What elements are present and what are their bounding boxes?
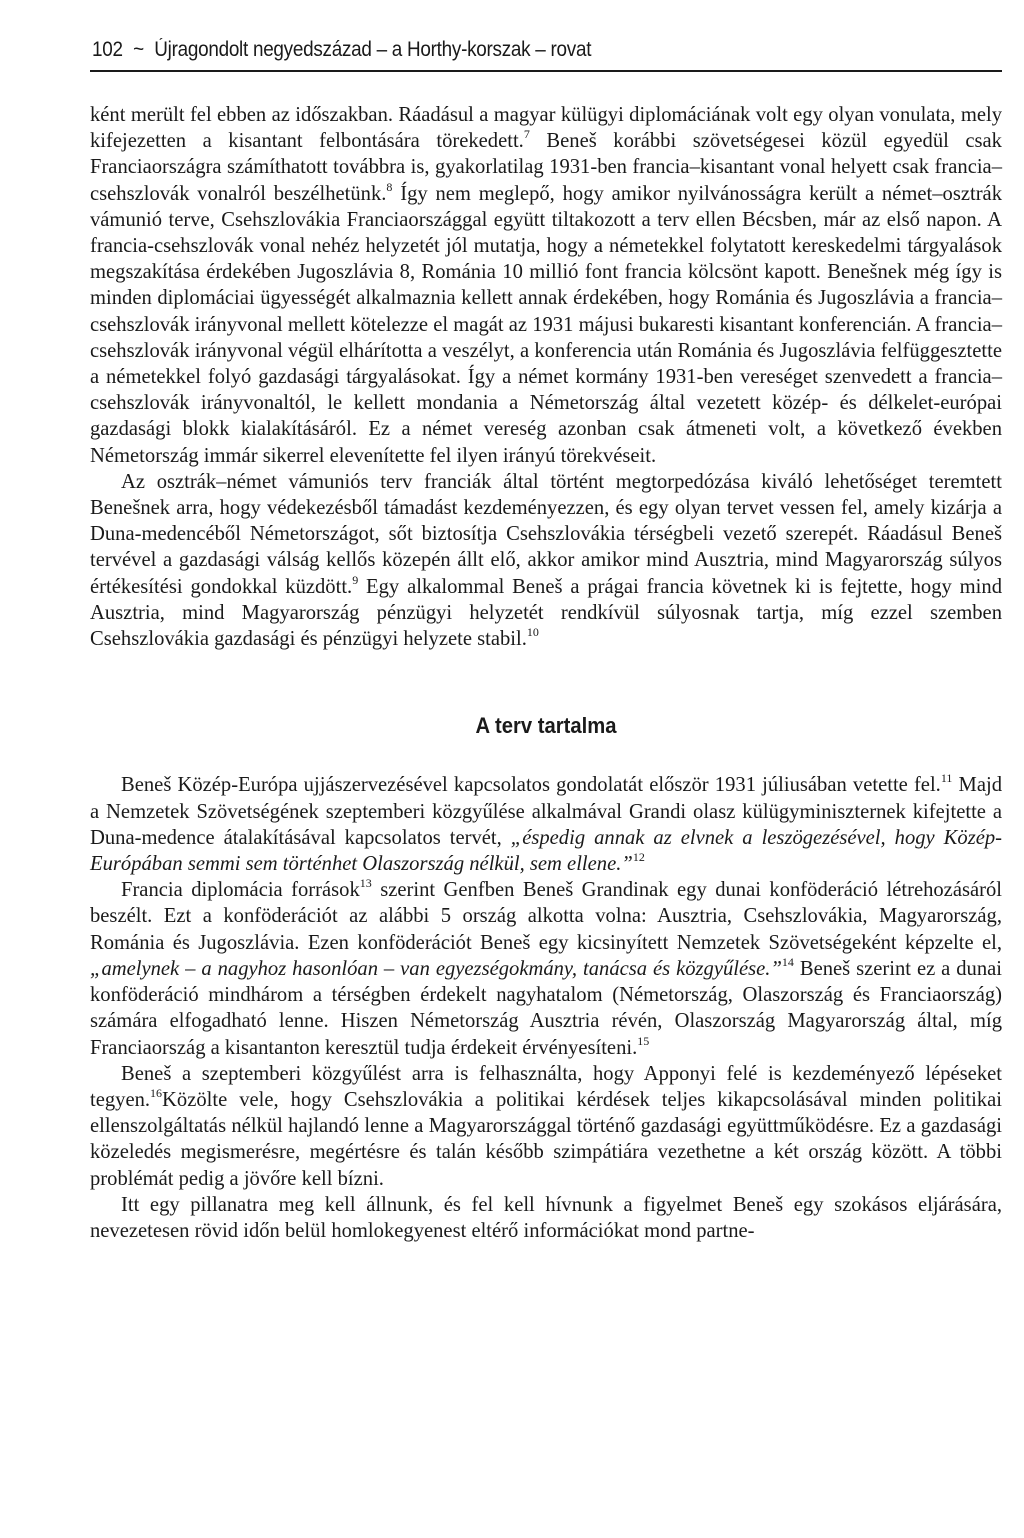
text-run: Az osztrák–német vámuniós terv franciák által történt megtorpedózása kiváló lehetőséget teremtett Benešnek arra, hogy védekezésből támadást kezdeményezzen, és egy olyan tervet vessen fel, amely kizárja a Duna-medencéből Németországot, sőt biztosítja Csehszlovákia térségbeli vezető szerepét. Ráadásul Beneš tervével a gazdasági válság kellős közepén állt elő, akkor amikor mind Ausztria, mind Magyarország súlyos értékesítési gondokkal küzdött. (90, 470, 1002, 598)
footnote-ref: 16 (150, 1085, 163, 1100)
text-run: ként merült fel ebben az időszakban. Ráadásul a magyar külügyi diplomáciának volt egy olyan vonulata, mely kifejezetten a kisantant felbontására törekedett. (90, 104, 1002, 153)
text-run: Majd a Nemzetek Szövetségének szeptemberi közgyűlése alkalmával Grandi olasz külügyminiszternek kifejtette a Duna-medence átalakításával kapcsolatos tervét, (90, 774, 1003, 849)
text-run: Közölte vele, hogy Csehszlovákia a politikai kérdések teljes kikapcsolásával minden politikai ellenszolgáltatás nélkül hajlandó lenne a Magyarországgal történő gazdasági együttműködésre. Ez a gazdasági közeledés megismerésre, megértésre és talán később szimpátiára vezethetne a két ország között. A többi problémát pedig a jövőre kell bízni. (90, 1088, 1002, 1190)
page-number: 102 (92, 38, 123, 61)
paragraph (90, 877, 1002, 1060)
body-text (90, 102, 1002, 1244)
footnote-ref: 10 (526, 625, 539, 640)
paragraph (90, 102, 1002, 469)
footnote-ref: 13 (359, 876, 372, 891)
text-run: Itt egy pillanatra meg kell állnunk, és fel kell hívnunk a figyelmet Beneš egy szokásos eljárására, nevezetesen rövid időn belül homlokegyenest eltérő információkat mond partne- (90, 1193, 1002, 1242)
quoted-text: „éspedig annak az elvnek a leszögezésével, hogy Közép-Európában semmi sem történhet Olaszország nélkül, sem ellene.” (90, 826, 1003, 876)
text-run: Beneš korábbi szövetségesei közül egyedül csak Franciaországra számíthatott továbbra is, gyakorlatilag 1931-ben francia–kisantant vonal helyett csak francia–csehszlovák vonalról beszélhetünk. (90, 130, 1002, 205)
paragraph (90, 772, 1002, 877)
footnote-ref: 9 (352, 572, 359, 587)
footnote-ref: 14 (781, 954, 794, 969)
paragraph (90, 469, 1002, 652)
footnote-ref: 15 (637, 1033, 650, 1048)
paragraphs-before (90, 102, 1002, 652)
section-heading: A terv tartalma (475, 713, 617, 739)
paragraph (90, 1061, 1002, 1192)
running-header (92, 38, 909, 62)
footnote-ref: 8 (386, 179, 393, 194)
text-run: szerint Genfben Beneš Grandinak egy dunai konföderáció létrehozásáról beszélt. Ezt a konföderációt az alábbi 5 ország alkotta volna: Ausztria, Csehszlovákia, Magyarország, Románia és Jugoszlávia. Ezen konföderációt Beneš egy kicsinyített Nemzetek Szövetségeként képzelte el, (90, 879, 1002, 954)
header-separator: ~ (133, 38, 144, 61)
paragraphs-after (90, 772, 1002, 1244)
running-title: Újragondolt negyedszázad – a Horthy-korszak – rovat (154, 38, 592, 61)
footnote-ref: 12 (632, 850, 645, 865)
text-run: Beneš szerint ez a dunai konföderáció mindhárom a térségben érdekelt nagyhatalom (Németország, Olaszország és Franciaország) számára elfogadható lenne. Hiszen Németország Ausztria révén, Olaszország Magyarország által, míg Franciaország a kisantanton keresztül tudja érdekeit érvényesíteni. (90, 957, 1003, 1059)
text-run: Beneš a szeptemberi közgyűlést arra is felhasználta, hogy Apponyi felé is kezdeményező lépéseket tegyen. (90, 1062, 1002, 1111)
footnote-ref: 7 (523, 127, 530, 142)
quoted-text: „amelynek – a nagyhoz hasonlóan – van egyezségokmány, tanácsa és közgyűlése.” (90, 957, 782, 980)
text-run: Beneš Közép-Európa ujjászervezésével kapcsolatos gondolatát először 1931 júliusában vetette fel. (121, 774, 941, 797)
header-rule (90, 70, 1002, 72)
text-run: Egy alkalommal Beneš a prágai francia követnek ki is fejtette, hogy mind Ausztria, mind Magyarország pénzügyi helyzetét rendkívül súlyosnak tartja, míg ezzel szemben Csehszlovákia gazdasági és pénzügyi helyzete stabil. (90, 575, 1002, 651)
text-run: Így nem meglepő, hogy amikor nyilvánosságra került a német–osztrák vámunió terve, Csehszlovákia Franciaországgal együtt tiltakozott a terv ellen Bécsben, már az első napon. A francia-csehszlovák vonal nehéz helyzetét jól mutatja, hogy a németekkel folytatott kereskedelmi tárgyalások megszakítása érdekében Jugoszlávia 8, Románia 10 millió font francia kölcsönt kapott. Benešnek még így is minden diplomáciai ügyességét alkalmaznia kellett annak érdekében, hogy Románia és Jugoszlávia a francia–csehszlovák irányvonal mellett kötelezze el magát az 1931 májusi bukaresti kisantant konferencián. A francia–csehszlovák irányvonal végül elhárította a veszélyt, a konferencia után Románia és Jugoszlávia felfüggesztette a németekkel folyó gazdasági tárgyalásokat. Így a német kormány 1931-ben vereséget szenvedett a francia–csehszlovák irányvonaltól, le kellett mondania a Németország által vezetett közép- és délkelet-európai gazdasági blokk kialakításáról. Ez a német vereség azonban csak átmeneti volt, a következő években Németország immár sikerrel elevenítette fel ilyen irányú törekvéseit. (90, 182, 1002, 467)
footnote-ref: 11 (940, 771, 953, 786)
text-run: Francia diplomácia források (121, 879, 360, 902)
paragraph (90, 1192, 1002, 1244)
